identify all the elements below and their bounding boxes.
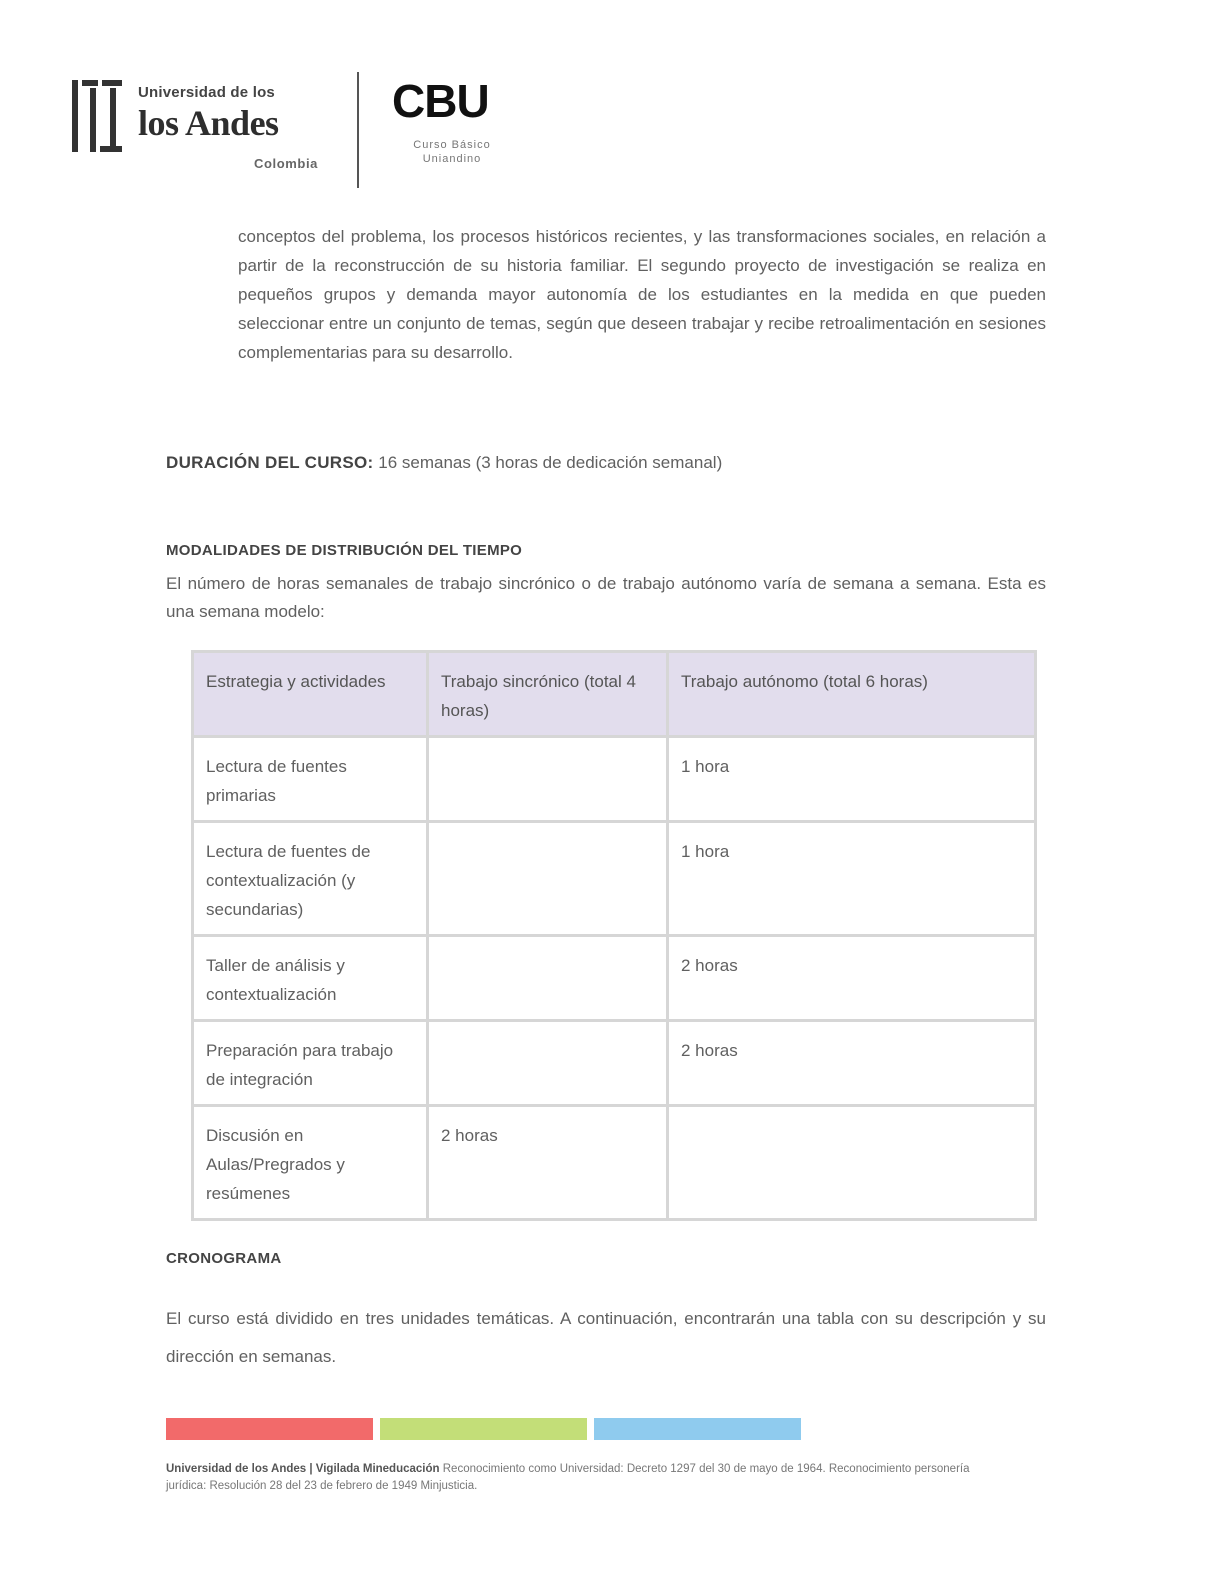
footer-bar-blue xyxy=(594,1418,801,1440)
table-cell-activity: Lectura de fuentes de contextualización (y secundarias) xyxy=(193,822,428,936)
table-cell-sync xyxy=(428,822,668,936)
table-cell-sync xyxy=(428,737,668,822)
cronograma-heading: CRONOGRAMA xyxy=(166,1250,282,1267)
table-row xyxy=(193,1106,1036,1220)
cbu-subtitle-2: Uniandino xyxy=(422,153,482,165)
modalidades-heading: MODALIDADES DE DISTRIBUCIÓN DEL TIEMPO xyxy=(166,542,523,559)
table-cell-sync xyxy=(428,936,668,1021)
table-header-autonomous: Trabajo autónomo (total 6 horas) xyxy=(668,652,1036,737)
intro-paragraph: conceptos del problema, los procesos históricos recientes, y las transformaciones sociales, en relación a partir de la reconstrucción de su historia familiar. El segundo proyecto de investigación se realiza en pequeños grupos y demanda mayor autonomía de los estudiantes en la medida en que pueden seleccionar entre un conjunto de temas, según que deseen trabajar y recibe retroalimentación en sesiones complementarias para su desarrollo. xyxy=(238,227,1046,362)
table-cell-activity: Lectura de fuentes primarias xyxy=(193,737,428,822)
uniandes-logo xyxy=(72,76,322,176)
logo-divider xyxy=(357,72,359,188)
uniandes-shield-icon xyxy=(72,80,130,156)
table-row xyxy=(193,822,1036,936)
cronograma-text: El curso está dividido en tres unidades temáticas. A continuación, encontrarán una tabla con su descripción y su dirección en semanas. xyxy=(166,1309,1046,1366)
modalidades-text: El número de horas semanales de trabajo sincrónico o de trabajo autónomo varía de semana a semana. Esta es una semana modelo: xyxy=(166,574,1046,621)
footer-note-bold: Universidad de los Andes | Vigilada Mineducación xyxy=(166,1463,440,1475)
footer-legal-note xyxy=(166,1461,986,1495)
footer-note-text: Reconocimiento como Universidad: Decreto 1297 del 30 de mayo de 1964. Reconocimiento personería jurídica: Resolución 28 del 23 de febrero de 1949 Minjusticia. xyxy=(166,1463,970,1492)
table-cell-activity: Preparación para trabajo de integración xyxy=(193,1021,428,1106)
cbu-wordmark: CBU xyxy=(392,75,489,127)
table-header-strategy: Estrategia y actividades xyxy=(193,652,428,737)
footer-bar-green xyxy=(380,1418,587,1440)
table-cell-autonomous: 1 hora xyxy=(668,822,1036,936)
table-cell-autonomous: 2 horas xyxy=(668,1021,1036,1106)
cbu-logo xyxy=(392,75,522,188)
table-cell-sync xyxy=(428,1021,668,1106)
table-cell-activity: Taller de análisis y contextualización xyxy=(193,936,428,1021)
uniandes-logo-line3: Colombia xyxy=(253,156,318,171)
duration-value: 16 semanas (3 horas de dedicación semanal) xyxy=(378,453,723,472)
table-cell-autonomous: 2 horas xyxy=(668,936,1036,1021)
table-header-sync: Trabajo sincrónico (total 4 horas) xyxy=(428,652,668,737)
table-cell-sync: 2 horas xyxy=(428,1106,668,1220)
table-cell-activity: Discusión en Aulas/Pregrados y resúmenes xyxy=(193,1106,428,1220)
table-header-row xyxy=(193,652,1036,737)
time-distribution-table xyxy=(191,650,1037,1221)
table-row xyxy=(193,1021,1036,1106)
table-cell-autonomous xyxy=(668,1106,1036,1220)
table-row xyxy=(193,936,1036,1021)
uniandes-logo-line1: Universidad de los xyxy=(138,84,275,101)
course-duration xyxy=(166,453,722,473)
table-row xyxy=(193,737,1036,822)
uniandes-logo-line2: los Andes xyxy=(138,103,279,143)
duration-label: DURACIÓN DEL CURSO: xyxy=(166,453,374,472)
footer-bar-red xyxy=(166,1418,373,1440)
cbu-subtitle-1: Curso Básico xyxy=(413,139,491,151)
table-cell-autonomous: 1 hora xyxy=(668,737,1036,822)
